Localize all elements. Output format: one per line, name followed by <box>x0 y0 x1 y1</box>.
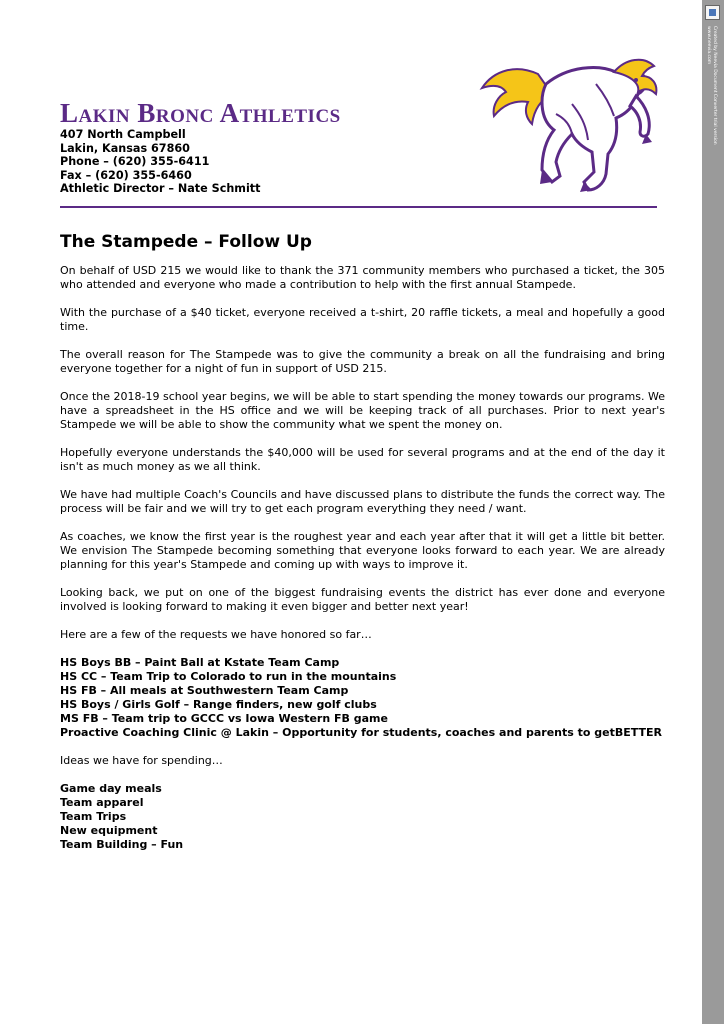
list-item: Proactive Coaching Clinic @ Lakin – Opportunity for students, coaches and parents to getBETTER <box>60 726 663 739</box>
list-item: Game day meals <box>60 782 162 795</box>
converter-notice-line: Created by Neevia Document Converter trial version <box>712 26 717 145</box>
paragraph-reason: The overall reason for The Stampede was to give the community a break on all the fundraising and bring everyone together for a night of fun in support of USD 215. <box>60 348 665 375</box>
document-body <box>60 264 665 852</box>
org-name: Lakin Bronc Athletics <box>60 98 341 128</box>
header-divider <box>60 206 657 208</box>
list-item: HS FB – All meals at Southwestern Team Camp <box>60 684 349 697</box>
ideas-intro: Ideas we have for spending… <box>60 754 223 767</box>
list-item: Team apparel <box>60 796 144 809</box>
ideas-list <box>60 782 665 852</box>
list-item: HS CC – Team Trip to Colorado to run in the mountains <box>60 670 397 683</box>
list-item: Team Trips <box>60 810 127 823</box>
paragraph-thanks: On behalf of USD 215 we would like to thank the 371 community members who purchased a ticket, the 305 who attended and everyone who made a contribution to help with the first annual Stampede. <box>60 264 665 291</box>
list-item: New equipment <box>60 824 158 837</box>
document-title: The Stampede – Follow Up <box>60 232 312 252</box>
list-item: MS FB – Team trip to GCCC vs Iowa Western FB game <box>60 712 388 725</box>
address-block <box>60 128 260 196</box>
requests-intro: Here are a few of the requests we have honored so far… <box>60 628 372 641</box>
converter-notice <box>706 26 717 145</box>
phone-line: Phone – (620) 355-6411 <box>60 155 210 168</box>
paragraph-spending: Once the 2018-19 school year begins, we will be able to start spending the money towards our programs. We have a spreadsheet in the HS office and we will be keeping track of all purchases. Prior to next year's Stampede we will be able to show the community what we spent the money on. <box>60 390 665 431</box>
paragraph-coaches: As coaches, we know the first year is the roughest year and each year after that it will get a little bit better. We envision The Stampede becoming something that everyone looks forward to each year. We are already planning for this year's Stampede and coming up with ways to improve it. <box>60 530 665 571</box>
converter-sidebar <box>702 0 724 1024</box>
address-city: Lakin, Kansas 67860 <box>60 141 190 155</box>
paragraph-councils: We have had multiple Coach's Councils and have discussed plans to distribute the funds the correct way. The process will be fair and we will try to get each program everything they need / want. <box>60 488 665 515</box>
list-item: HS Boys BB – Paint Ball at Kstate Team Camp <box>60 656 340 669</box>
list-item: Team Building – Fun <box>60 838 184 851</box>
athletic-director-line: Athletic Director – Nate Schmitt <box>60 182 261 195</box>
paragraph-ticket: With the purchase of a $40 ticket, everyone received a t-shirt, 20 raffle tickets, a meal and hopefully a good time. <box>60 306 665 333</box>
bronco-logo-icon <box>476 44 666 204</box>
fax-line: Fax – (620) 355-6460 <box>60 168 192 182</box>
paragraph-looking-back: Looking back, we put on one of the biggest fundraising events the district has ever done and everyone involved is looking forward to making it even bigger and better next year! <box>60 586 665 613</box>
list-item: HS Boys / Girls Golf – Range finders, new golf clubs <box>60 698 377 711</box>
address-street: 407 North Campbell <box>60 128 186 141</box>
converter-logo-icon <box>705 5 720 20</box>
paragraph-programs: Hopefully everyone understands the $40,000 will be used for several programs and at the end of the day it isn't as much money as we all think. <box>60 446 665 473</box>
converter-url-line: www.neevia.com <box>706 26 712 65</box>
requests-list <box>60 656 665 740</box>
